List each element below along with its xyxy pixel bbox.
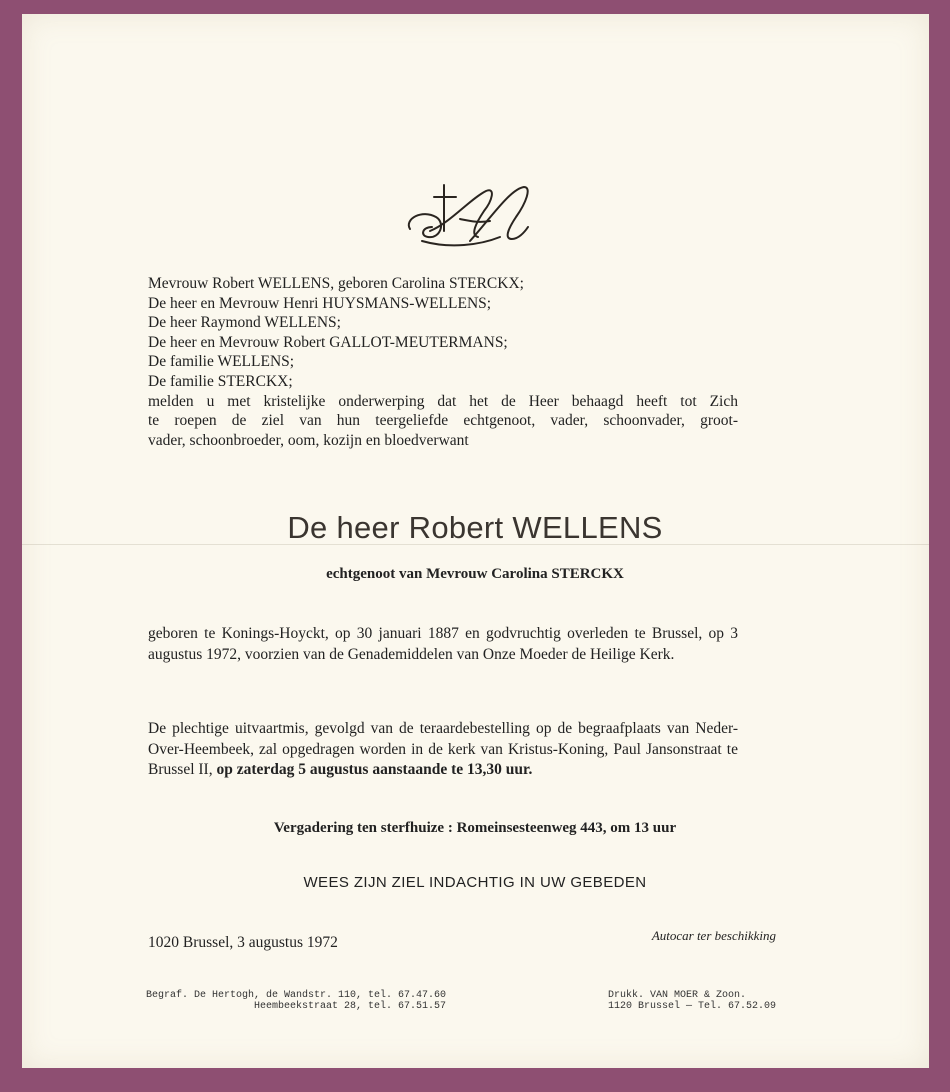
- family-line: De heer Raymond WELLENS;: [148, 314, 341, 332]
- funeral-text: De plechtige uitvaartmis, gevolgd van de teraardebestelling op de begraafplaats van Neder-Over-Heembeek, zal opgedragen worden in de kerk van Kristus-Koning, Paul Jansonstraat te Brussel II,: [148, 720, 738, 778]
- undertaker-line: Begraf. De Hertogh, de Wandstr. 110, tel. 67.47.60: [146, 990, 447, 1001]
- undertaker-info: [146, 990, 446, 1012]
- announcement-line: vader, schoonbroeder, oom, kozijn en bloedverwant: [148, 431, 469, 449]
- family-line: De familie WELLENS;: [148, 353, 295, 371]
- gathering-line: Vergadering ten sterfhuize : Romeinsesteenweg 443, om 13 uur: [273, 820, 677, 836]
- announcement-line: te roepen de ziel van hun teergeliefde echtgenoot, vader, schoonvader, groot-: [148, 412, 738, 430]
- family-line: Mevrouw Robert WELLENS, geboren Carolina STERCKX;: [148, 275, 524, 292]
- birth-death-paragraph: geboren te Konings-Hoyckt, op 30 januari 1887 en godvruchtig overleden te Brussel, op 3 augustus 1972, voorzien van de Genademiddelen van Onze Moeder de Heilige Kerk.: [148, 625, 738, 663]
- undertaker-line: Heembeekstraat 28, tel. 67.51.57: [254, 1001, 447, 1012]
- funeral-date: op zaterdag 5 augustus aanstaande te 13,30 uur.: [216, 761, 533, 778]
- family-announcement: [148, 274, 738, 450]
- printer-line: Drukk. VAN MOER & Zoon.: [607, 990, 746, 1001]
- family-line: De heer en Mevrouw Henri HUYSMANS-WELLENS;: [148, 294, 492, 312]
- date-place: 1020 Brussel, 3 augustus 1972: [148, 934, 338, 951]
- funeral-paragraph: [148, 719, 738, 781]
- printer-info: [608, 990, 776, 1012]
- transport-note: Autocar ter beschikking: [651, 928, 776, 943]
- prayer-line: WEES ZIJN ZIEL INDACHTIG IN UW GEBEDEN: [303, 874, 647, 891]
- family-line: De heer en Mevrouw Robert GALLOT-MEUTERMANS;: [148, 333, 508, 351]
- announcement-line: melden u met kristelijke onderwerping dat het de Heer behaagd heeft tot Zich: [148, 392, 738, 410]
- printer-line: 1120 Brussel — Tel. 67.52.09: [607, 1001, 776, 1012]
- family-line: De familie STERCKX;: [148, 372, 293, 390]
- cross-monogram-icon: [400, 179, 550, 259]
- deceased-name: De heer Robert WELLENS: [287, 510, 663, 545]
- spouse-line: echtgenoot van Mevrouw Carolina STERCKX: [326, 566, 624, 582]
